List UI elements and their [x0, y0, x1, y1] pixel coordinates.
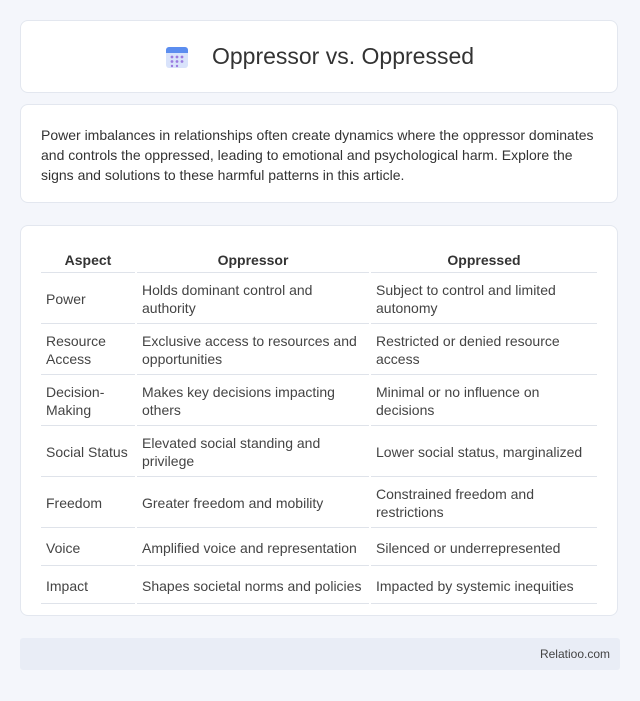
table-row: [41, 377, 597, 426]
intro-text: Power imbalances in relationships often create dynamics where the oppressor dominates and controls the oppressed, leading to emotional and psychological harm. Explore the signs and solutions to these harmful patterns in this article.: [41, 127, 594, 183]
oppressor-cell: Shapes societal norms and policies: [137, 568, 369, 604]
oppressor-cell: Amplified voice and representation: [137, 530, 369, 566]
footer: [20, 638, 620, 670]
oppressor-cell: Exclusive access to resources and opportunities: [137, 326, 369, 375]
oppressor-cell: Holds dominant control and authority: [137, 275, 369, 324]
title-card: [20, 20, 618, 93]
oppressor-cell: Makes key decisions impacting others: [137, 377, 369, 426]
aspect-cell: Impact: [41, 568, 135, 604]
oppressed-cell: Constrained freedom and restrictions: [371, 479, 597, 528]
aspect-cell: Freedom: [41, 479, 135, 528]
header-oppressor: Oppressor: [137, 248, 369, 273]
header-oppressed: Oppressed: [371, 248, 597, 273]
oppressor-cell: Elevated social standing and privilege: [137, 428, 369, 477]
oppressor-cell: Greater freedom and mobility: [137, 479, 369, 528]
comparison-table-card: [20, 225, 618, 616]
table-row: [41, 479, 597, 528]
oppressed-cell: Restricted or denied resource access: [371, 326, 597, 375]
header-aspect: Aspect: [41, 248, 135, 273]
table-row: [41, 326, 597, 375]
aspect-cell: Power: [41, 275, 135, 324]
table-row: [41, 275, 597, 324]
footer-brand: Relatioo.com: [539, 647, 610, 661]
intro-card: [20, 104, 618, 203]
table-row: [41, 568, 597, 604]
calendar-grid-icon: [164, 44, 190, 70]
page-title: Oppressor vs. Oppressed: [211, 43, 475, 69]
table-row: [41, 428, 597, 477]
aspect-cell: Resource Access: [41, 326, 135, 375]
oppressed-cell: Minimal or no influence on decisions: [371, 377, 597, 426]
aspect-cell: Voice: [41, 530, 135, 566]
oppressed-cell: Impacted by systemic inequities: [371, 568, 597, 604]
oppressed-cell: Silenced or underrepresented: [371, 530, 597, 566]
table-row: [41, 530, 597, 566]
table-header-row: [41, 248, 597, 273]
aspect-cell: Decision-Making: [41, 377, 135, 426]
oppressed-cell: Lower social status, marginalized: [371, 428, 597, 477]
comparison-table: [39, 246, 599, 606]
oppressed-cell: Subject to control and limited autonomy: [371, 275, 597, 324]
aspect-cell: Social Status: [41, 428, 135, 477]
